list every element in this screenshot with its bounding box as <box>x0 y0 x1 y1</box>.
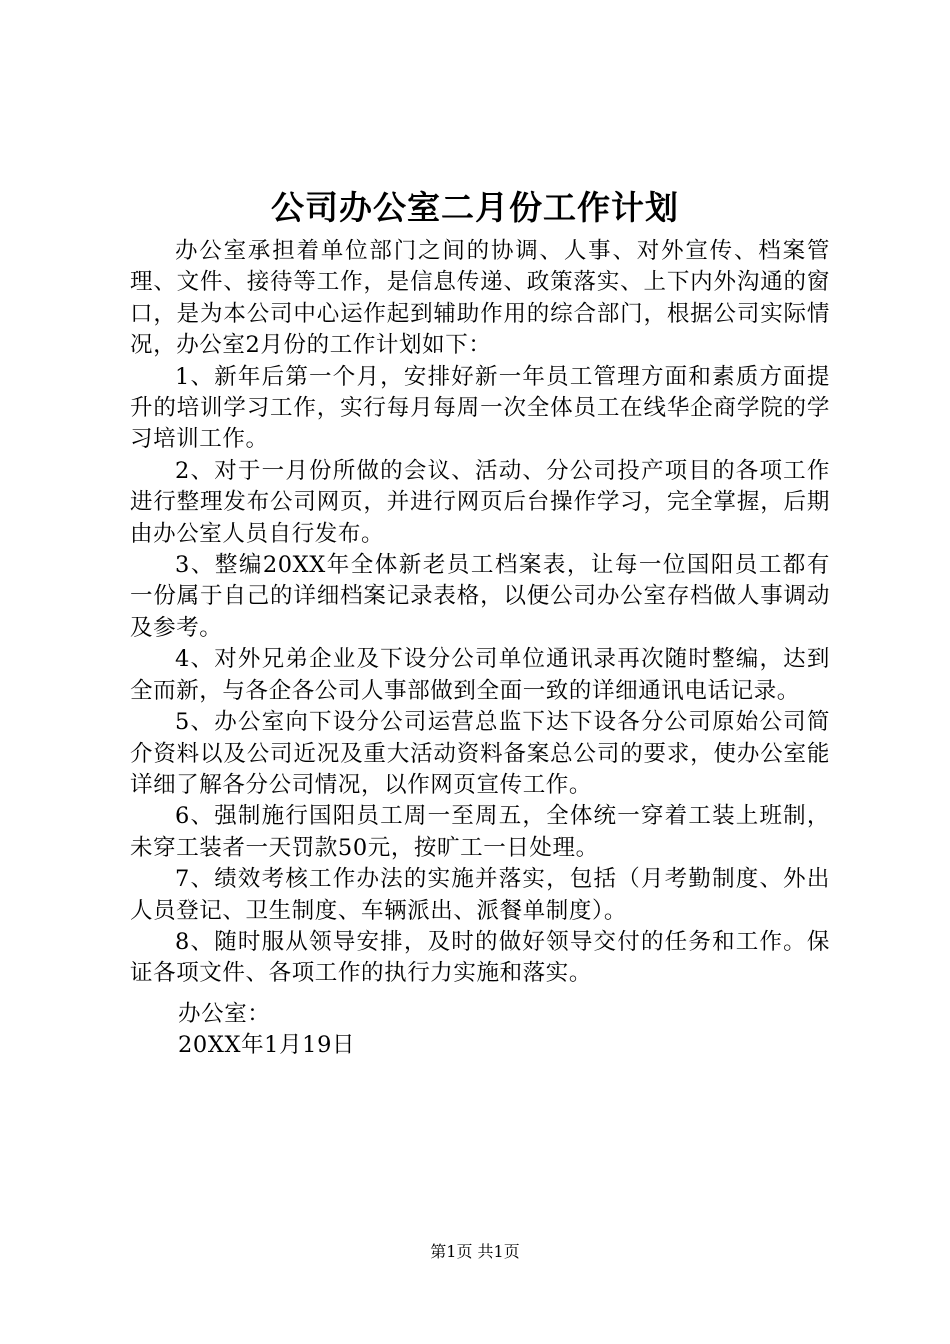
plan-item-2: 2、对于一月份所做的会议、活动、分公司投产项目的各项工作进行整理发布公司网页，并进行网页后台操作学习，完全掌握，后期由办公室人员自行发布。 <box>130 457 830 547</box>
plan-item-3: 3、整编20XX年全体新老员工档案表，让每一位国阳员工都有一份属于自己的详细档案记录表格，以便公司办公室存档做人事调动及参考。 <box>130 552 830 641</box>
document-body <box>130 236 830 990</box>
signature-department: 办公室： <box>178 1001 271 1027</box>
intro-paragraph: 办公室承担着单位部门之间的协调、人事、对外宣传、档案管理、文件、接待等工作，是信息传递、政策落实、上下内外沟通的窗口，是为本公司中心运作起到辅助作用的综合部门，根据公司实际情况，办公室2月份的工作计划如下： <box>130 238 830 359</box>
plan-item-8: 8、随时服从领导安排，及时的做好领导交付的任务和工作。保证各项文件、各项工作的执行力实施和落实。 <box>130 928 830 987</box>
document-title: 公司办公室二月份工作计划 <box>271 188 679 227</box>
plan-item-5: 5、办公室向下设分公司运营总监下达下设各分公司原始公司简介资料以及公司近况及重大活动资料备案总公司的要求，使办公室能详细了解各分公司情况，以作网页宣传工作。 <box>130 709 830 798</box>
plan-item-7: 7、绩效考核工作办法的实施并落实，包括（月考勤制度、外出人员登记、卫生制度、车辆派出、派餐单制度）。 <box>130 866 830 924</box>
plan-item-4: 4、对外兄弟企业及下设分公司单位通讯录再次随时整编，达到全而新，与各企各公司人事部做到全面一致的详细通讯电话记录。 <box>130 646 830 704</box>
signature-date: 20XX年1月19日 <box>178 1032 356 1058</box>
page-footer: 第1页 共1页 <box>430 1242 520 1261</box>
plan-item-1: 1、新年后第一个月，安排好新一年员工管理方面和素质方面提升的培训学习工作，实行每月每周一次全体员工在线华企商学院的学习培训工作。 <box>130 363 830 453</box>
plan-item-6: 6、强制施行国阳员工周一至周五，全体统一穿着工装上班制，未穿工装者一天罚款50元，按旷工一日处理。 <box>130 803 830 861</box>
